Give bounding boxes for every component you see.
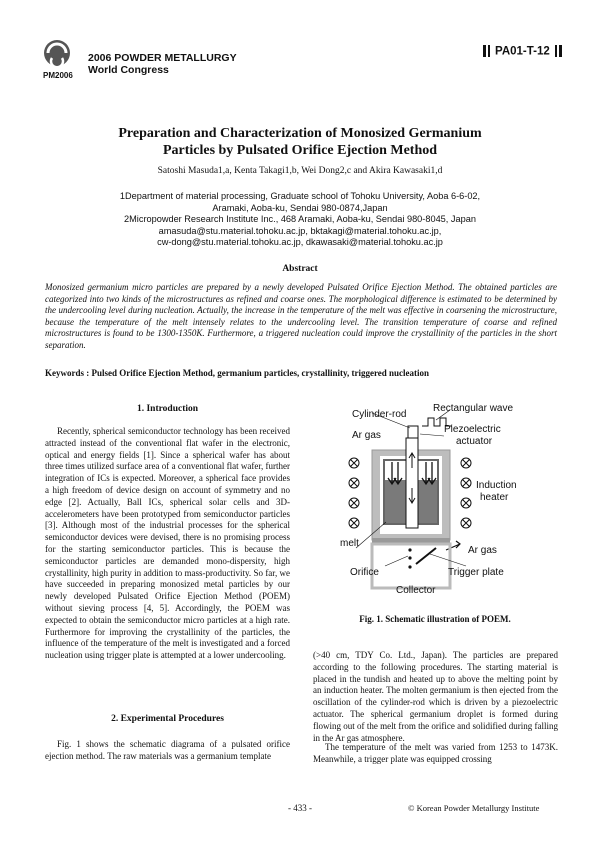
- label-collector: Collector: [396, 585, 436, 596]
- title-line-1: Preparation and Characterization of Monosized Germanium: [118, 126, 482, 141]
- section-1-text: Recently, spherical semiconductor technology has been received attracted instead of the conventional flat wafer in the electronic, optical and energy fields [1]. Since a spherical wafer has about three times utilized surface area of a conventional flat wafer, further integration of ICs is expected. Moreover, a spherical face provides a high freedom of device design on account of symmetry and no edge [2]. Actually, Ball ICs, spherical solar cells and 3D-accelerometers have been prototyped from semiconductor particles [3]. Although most of the industrial processes for the spherical semiconductor devices were devised, there is no promising process for the starting semiconductor particles. This is because the semiconductor particles are demanded mono-dispersity, high crystallinity, high purity in addition to mass-productivity. So far, we have succeeded in preparing monosized metal particles by our newly developed Pulsated Orifice Ejection Method (POEM) without sieving process [4, 5]. Accordingly, the POEM was expected to obtain the semiconductor micro particles at a high rate. Furthermore for improving the crystallinity of the particles, the influence of the temperature of the melt is investigated and a forced nucleation using trigger plate is attempted at a lower undercooling.: [45, 426, 290, 661]
- conference-logo: [40, 38, 76, 74]
- paper-title: [40, 125, 560, 159]
- droplet: [408, 565, 411, 568]
- label-ar-gas-top: Ar gas: [352, 430, 381, 441]
- affiliation-line: 1Department of material processing, Graduate school of Tohoku University, Aoba 6-6-02,: [119, 191, 481, 201]
- keywords: Keywords : Pulsed Orifice Ejection Method, germanium particles, crystallinity, triggered nucleation: [45, 368, 430, 378]
- cylinder-rod: [406, 438, 418, 528]
- title-line-2: Particles by Pulsated Orifice Ejection Method: [162, 143, 438, 158]
- conference-subtitle: World Congress: [88, 64, 169, 76]
- label-melt: melt: [340, 538, 359, 549]
- affiliation-line: cw-dong@stu.material.tohoku.ac.jp, dkawasaki@material.tohoku.ac.jp: [157, 237, 443, 247]
- copyright: © Korean Powder Metallurgy Institute: [408, 803, 540, 813]
- abstract-heading: Abstract: [282, 264, 318, 274]
- droplet: [408, 556, 411, 559]
- paper-code-box: [483, 42, 562, 60]
- right-column-paragraph-1: (>40 cm, TDY Co. Ltd., Japan). The particles are prepared according to the following procedures. The starting material is placed in the tundish and heated up to above the melting point by an induction heater. The molten germanium is then ejected from the oscillation of the cylinder-rod which is driven by a piezoelectric actuator. The spherical germanium droplet is formed during flowing out of the melt from the orifice and solidified during falling in the Ar gas atmosphere.: [313, 650, 558, 743]
- droplet: [408, 548, 411, 551]
- poem-schematic: [310, 398, 560, 603]
- label-orifice: Orifice: [350, 567, 379, 578]
- right-column-paragraph-2: The temperature of the melt was varied from 1253 to 1473K. Meanwhile, a trigger plate was equipped crossing: [313, 742, 558, 764]
- conference-name: 2006 POWDER METALLURGY: [88, 52, 237, 64]
- label-rect-wave: Rectangular wave: [433, 403, 514, 414]
- affiliation-line: amasuda@stu.material.tohoku.ac.jp, bktakagi@material.tohoku.ac.jp,: [158, 225, 442, 236]
- pm-logo-icon: [40, 38, 76, 74]
- label-piezo-1: Piezoelectric: [444, 424, 501, 435]
- paper-code: PA01-T-12: [495, 45, 550, 58]
- label-induction-1: Induction: [476, 480, 517, 491]
- label-piezo-2: actuator: [456, 436, 493, 447]
- section-2-text: Fig. 1 shows the schematic diagrama of a pulsated orifice ejection method. The raw materials was a germanium template: [45, 739, 290, 761]
- section-1-heading: 1. Introduction: [136, 404, 199, 414]
- label-trigger-plate: Trigger plate: [448, 567, 504, 578]
- page-number: - 433 -: [288, 803, 312, 813]
- poem-figure: [310, 398, 560, 603]
- affiliations: [40, 191, 560, 249]
- logo-year: PM2006: [43, 71, 73, 80]
- label-cylinder-rod: Cylinder-rod: [352, 409, 407, 420]
- figure-caption: Fig. 1. Schematic illustration of POEM.: [359, 614, 511, 624]
- authors: Satoshi Masuda1,a, Kenta Takagi1,b, Wei Dong2,c and Akira Kawasaki1,d: [157, 166, 443, 176]
- label-induction-2: heater: [480, 492, 509, 503]
- abstract-text: Monosized germanium micro particles are prepared by a newly developed Pulsated Orifice Ejection Method. The obtained particles are categorized into two kinds of the microstructures as refined and coarse ones. The morphological difference is estimated to be determined by the undercooling level during nucleation. Actually, the increase in the temperature of the melt was effective in coarsening the microstructure, because the temperature of the melt intensely relates to the undercooling level. The transition temperature of coarse and refined microstructures is found to be 1300-1350K. Furthermore, a triggered nucleation could improve the crystallinity of the particles in the short separation.: [45, 282, 557, 350]
- affiliation-line: Aramaki, Aoba-ku, Sendai 980-0874,Japan: [212, 202, 388, 213]
- trigger-plate: [416, 548, 436, 564]
- affiliation-line: 2Micropowder Research Institute Inc., 468 Aramaki, Aoba-ku, Sendai 980-8045, Japan: [124, 214, 476, 224]
- label-ar-gas-right: Ar gas: [468, 545, 497, 556]
- section-2-heading: 2. Experimental Procedures: [111, 714, 224, 724]
